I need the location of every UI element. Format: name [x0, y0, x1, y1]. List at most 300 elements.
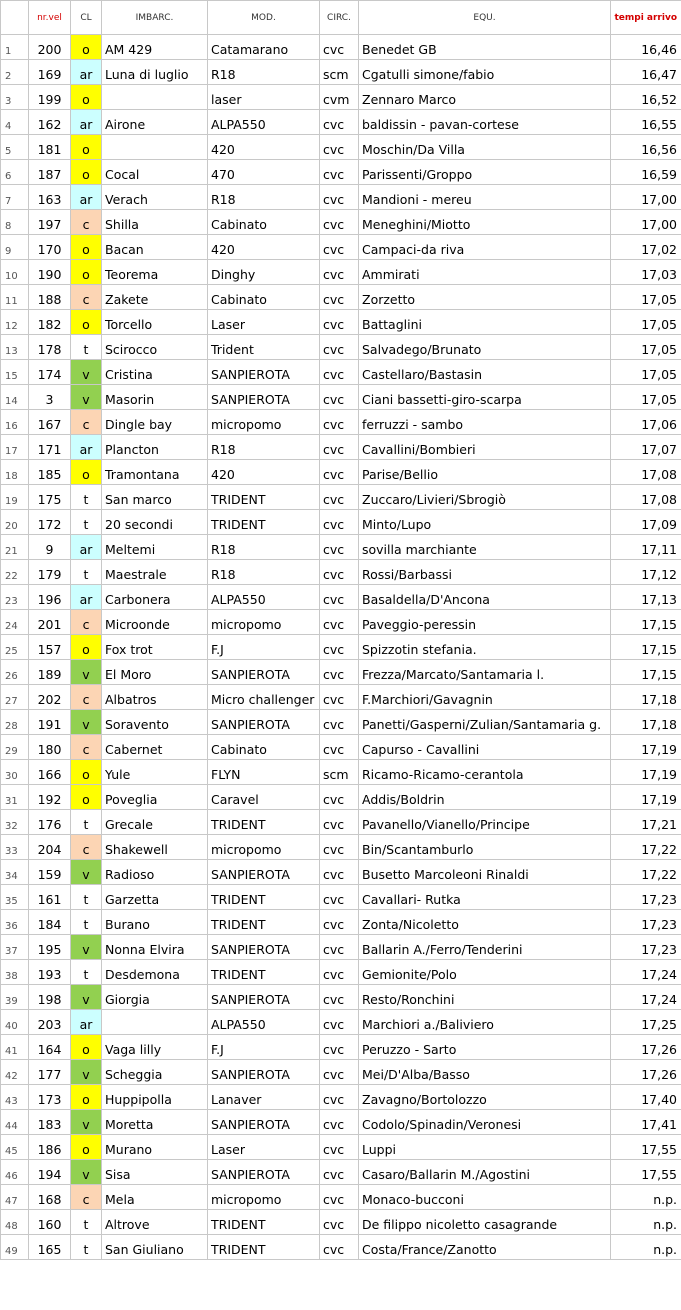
- cell-class[interactable]: o: [71, 635, 102, 660]
- cell-nr-vel[interactable]: 183: [29, 1110, 71, 1135]
- cell-tempo-arrivo[interactable]: 17,18: [611, 710, 681, 735]
- cell-tempo-arrivo[interactable]: 17,05: [611, 385, 681, 410]
- cell-row-number[interactable]: 21: [1, 535, 29, 560]
- cell-modello[interactable]: TRIDENT: [208, 910, 320, 935]
- cell-tempo-arrivo[interactable]: 17,55: [611, 1160, 681, 1185]
- cell-modello[interactable]: micropomo: [208, 1185, 320, 1210]
- cell-modello[interactable]: SANPIEROTA: [208, 1060, 320, 1085]
- cell-circolo[interactable]: cvc: [320, 560, 359, 585]
- cell-tempo-arrivo[interactable]: 17,23: [611, 935, 681, 960]
- cell-equipaggio[interactable]: Panetti/Gasperni/Zulian/Santamaria g.: [359, 710, 611, 735]
- cell-class[interactable]: v: [71, 385, 102, 410]
- cell-tempo-arrivo[interactable]: 17,00: [611, 210, 681, 235]
- cell-tempo-arrivo[interactable]: 17,05: [611, 285, 681, 310]
- cell-circolo[interactable]: cvc: [320, 1185, 359, 1210]
- cell-imbarcazione[interactable]: Moretta: [102, 1110, 208, 1135]
- cell-equipaggio[interactable]: Mei/D'Alba/Basso: [359, 1060, 611, 1085]
- cell-class[interactable]: c: [71, 685, 102, 710]
- cell-tempo-arrivo[interactable]: 16,47: [611, 60, 681, 85]
- cell-imbarcazione[interactable]: Mela: [102, 1185, 208, 1210]
- cell-circolo[interactable]: cvc: [320, 1160, 359, 1185]
- cell-equipaggio[interactable]: Codolo/Spinadin/Veronesi: [359, 1110, 611, 1135]
- cell-tempo-arrivo[interactable]: 17,26: [611, 1035, 681, 1060]
- cell-nr-vel[interactable]: 193: [29, 960, 71, 985]
- cell-circolo[interactable]: cvc: [320, 35, 359, 60]
- cell-modello[interactable]: Cabinato: [208, 210, 320, 235]
- cell-circolo[interactable]: cvc: [320, 535, 359, 560]
- cell-tempo-arrivo[interactable]: 17,05: [611, 310, 681, 335]
- cell-tempo-arrivo[interactable]: 17,24: [611, 985, 681, 1010]
- cell-tempo-arrivo[interactable]: 17,19: [611, 785, 681, 810]
- cell-nr-vel[interactable]: 168: [29, 1185, 71, 1210]
- cell-class[interactable]: v: [71, 1060, 102, 1085]
- cell-row-number[interactable]: 24: [1, 610, 29, 635]
- cell-tempo-arrivo[interactable]: 17,15: [611, 610, 681, 635]
- cell-class[interactable]: ar: [71, 110, 102, 135]
- cell-equipaggio[interactable]: Zavagno/Bortolozzo: [359, 1085, 611, 1110]
- cell-circolo[interactable]: cvc: [320, 435, 359, 460]
- cell-tempo-arrivo[interactable]: 17,22: [611, 860, 681, 885]
- cell-row-number[interactable]: 47: [1, 1185, 29, 1210]
- cell-nr-vel[interactable]: 195: [29, 935, 71, 960]
- cell-equipaggio[interactable]: Ciani bassetti-giro-scarpa: [359, 385, 611, 410]
- cell-row-number[interactable]: 16: [1, 410, 29, 435]
- cell-class[interactable]: t: [71, 510, 102, 535]
- cell-equipaggio[interactable]: Marchiori a./Baliviero: [359, 1010, 611, 1035]
- cell-equipaggio[interactable]: Salvadego/Brunato: [359, 335, 611, 360]
- cell-circolo[interactable]: cvc: [320, 510, 359, 535]
- cell-nr-vel[interactable]: 161: [29, 885, 71, 910]
- cell-class[interactable]: o: [71, 85, 102, 110]
- cell-tempo-arrivo[interactable]: 17,41: [611, 1110, 681, 1135]
- cell-equipaggio[interactable]: Moschin/Da Villa: [359, 135, 611, 160]
- cell-imbarcazione[interactable]: Radioso: [102, 860, 208, 885]
- cell-row-number[interactable]: 36: [1, 910, 29, 935]
- cell-circolo[interactable]: cvc: [320, 460, 359, 485]
- cell-equipaggio[interactable]: Capurso - Cavallini: [359, 735, 611, 760]
- cell-equipaggio[interactable]: De filippo nicoletto casagrande: [359, 1210, 611, 1235]
- cell-modello[interactable]: ALPA550: [208, 1010, 320, 1035]
- cell-circolo[interactable]: cvc: [320, 910, 359, 935]
- cell-row-number[interactable]: 1: [1, 35, 29, 60]
- cell-row-number[interactable]: 28: [1, 710, 29, 735]
- cell-modello[interactable]: ALPA550: [208, 110, 320, 135]
- cell-equipaggio[interactable]: Addis/Boldrin: [359, 785, 611, 810]
- cell-modello[interactable]: R18: [208, 560, 320, 585]
- cell-equipaggio[interactable]: Monaco-bucconi: [359, 1185, 611, 1210]
- cell-row-number[interactable]: 22: [1, 560, 29, 585]
- cell-circolo[interactable]: cvc: [320, 485, 359, 510]
- cell-equipaggio[interactable]: ferruzzi - sambo: [359, 410, 611, 435]
- cell-equipaggio[interactable]: Ballarin A./Ferro/Tenderini: [359, 935, 611, 960]
- cell-circolo[interactable]: cvc: [320, 185, 359, 210]
- cell-class[interactable]: o: [71, 1085, 102, 1110]
- cell-imbarcazione[interactable]: Huppipolla: [102, 1085, 208, 1110]
- cell-circolo[interactable]: cvc: [320, 1235, 359, 1260]
- cell-modello[interactable]: 420: [208, 460, 320, 485]
- cell-modello[interactable]: Cabinato: [208, 735, 320, 760]
- cell-modello[interactable]: TRIDENT: [208, 885, 320, 910]
- cell-nr-vel[interactable]: 187: [29, 160, 71, 185]
- cell-row-number[interactable]: 17: [1, 435, 29, 460]
- cell-imbarcazione[interactable]: Garzetta: [102, 885, 208, 910]
- cell-tempo-arrivo[interactable]: 17,23: [611, 885, 681, 910]
- cell-tempo-arrivo[interactable]: 17,05: [611, 360, 681, 385]
- cell-circolo[interactable]: cvc: [320, 785, 359, 810]
- cell-circolo[interactable]: cvc: [320, 860, 359, 885]
- cell-equipaggio[interactable]: Benedet GB: [359, 35, 611, 60]
- cell-imbarcazione[interactable]: [102, 135, 208, 160]
- cell-imbarcazione[interactable]: Vaga lilly: [102, 1035, 208, 1060]
- cell-row-number[interactable]: 31: [1, 785, 29, 810]
- cell-tempo-arrivo[interactable]: 17,03: [611, 260, 681, 285]
- cell-nr-vel[interactable]: 166: [29, 760, 71, 785]
- cell-imbarcazione[interactable]: El Moro: [102, 660, 208, 685]
- cell-tempo-arrivo[interactable]: 17,08: [611, 460, 681, 485]
- cell-class[interactable]: v: [71, 1160, 102, 1185]
- cell-nr-vel[interactable]: 9: [29, 535, 71, 560]
- cell-imbarcazione[interactable]: Scheggia: [102, 1060, 208, 1085]
- cell-row-number[interactable]: 27: [1, 685, 29, 710]
- cell-row-number[interactable]: 34: [1, 860, 29, 885]
- cell-modello[interactable]: SANPIEROTA: [208, 385, 320, 410]
- cell-tempo-arrivo[interactable]: 16,46: [611, 35, 681, 60]
- cell-nr-vel[interactable]: 199: [29, 85, 71, 110]
- cell-imbarcazione[interactable]: Nonna Elvira: [102, 935, 208, 960]
- cell-circolo[interactable]: cvc: [320, 1110, 359, 1135]
- cell-row-number[interactable]: 44: [1, 1110, 29, 1135]
- cell-imbarcazione[interactable]: Burano: [102, 910, 208, 935]
- cell-nr-vel[interactable]: 174: [29, 360, 71, 385]
- cell-nr-vel[interactable]: 163: [29, 185, 71, 210]
- cell-modello[interactable]: R18: [208, 535, 320, 560]
- cell-equipaggio[interactable]: Pavanello/Vianello/Principe: [359, 810, 611, 835]
- cell-tempo-arrivo[interactable]: 16,55: [611, 110, 681, 135]
- cell-row-number[interactable]: 38: [1, 960, 29, 985]
- cell-imbarcazione[interactable]: Carbonera: [102, 585, 208, 610]
- cell-tempo-arrivo[interactable]: 17,12: [611, 560, 681, 585]
- cell-imbarcazione[interactable]: Dingle bay: [102, 410, 208, 435]
- cell-class[interactable]: t: [71, 885, 102, 910]
- cell-nr-vel[interactable]: 181: [29, 135, 71, 160]
- cell-equipaggio[interactable]: Luppi: [359, 1135, 611, 1160]
- cell-circolo[interactable]: cvc: [320, 1060, 359, 1085]
- cell-circolo[interactable]: cvc: [320, 1035, 359, 1060]
- cell-row-number[interactable]: 13: [1, 335, 29, 360]
- cell-class[interactable]: o: [71, 235, 102, 260]
- cell-tempo-arrivo[interactable]: 17,23: [611, 910, 681, 935]
- cell-modello[interactable]: R18: [208, 435, 320, 460]
- cell-equipaggio[interactable]: Ricamo-Ricamo-cerantola: [359, 760, 611, 785]
- cell-nr-vel[interactable]: 192: [29, 785, 71, 810]
- cell-tempo-arrivo[interactable]: 17,09: [611, 510, 681, 535]
- cell-equipaggio[interactable]: Zuccaro/Livieri/Sbrogiò: [359, 485, 611, 510]
- cell-equipaggio[interactable]: Campaci-da riva: [359, 235, 611, 260]
- cell-imbarcazione[interactable]: Masorin: [102, 385, 208, 410]
- cell-modello[interactable]: 420: [208, 235, 320, 260]
- cell-class[interactable]: c: [71, 835, 102, 860]
- cell-modello[interactable]: Micro challenger: [208, 685, 320, 710]
- cell-row-number[interactable]: 42: [1, 1060, 29, 1085]
- cell-class[interactable]: c: [71, 285, 102, 310]
- cell-equipaggio[interactable]: Parise/Bellio: [359, 460, 611, 485]
- cell-nr-vel[interactable]: 157: [29, 635, 71, 660]
- header-rownum[interactable]: [1, 1, 29, 35]
- cell-nr-vel[interactable]: 3: [29, 385, 71, 410]
- cell-circolo[interactable]: cvc: [320, 410, 359, 435]
- cell-circolo[interactable]: cvc: [320, 110, 359, 135]
- header-imbarc[interactable]: IMBARC.: [102, 1, 208, 35]
- cell-modello[interactable]: R18: [208, 185, 320, 210]
- cell-class[interactable]: ar: [71, 435, 102, 460]
- cell-nr-vel[interactable]: 159: [29, 860, 71, 885]
- cell-nr-vel[interactable]: 200: [29, 35, 71, 60]
- cell-imbarcazione[interactable]: Yule: [102, 760, 208, 785]
- cell-nr-vel[interactable]: 194: [29, 1160, 71, 1185]
- cell-tempo-arrivo[interactable]: 16,59: [611, 160, 681, 185]
- cell-tempo-arrivo[interactable]: 17,26: [611, 1060, 681, 1085]
- cell-class[interactable]: o: [71, 260, 102, 285]
- cell-circolo[interactable]: cvc: [320, 235, 359, 260]
- cell-circolo[interactable]: cvc: [320, 685, 359, 710]
- cell-row-number[interactable]: 33: [1, 835, 29, 860]
- cell-tempo-arrivo[interactable]: 17,13: [611, 585, 681, 610]
- cell-row-number[interactable]: 35: [1, 885, 29, 910]
- cell-equipaggio[interactable]: Battaglini: [359, 310, 611, 335]
- cell-circolo[interactable]: cvc: [320, 285, 359, 310]
- cell-nr-vel[interactable]: 172: [29, 510, 71, 535]
- cell-row-number[interactable]: 3: [1, 85, 29, 110]
- cell-modello[interactable]: SANPIEROTA: [208, 710, 320, 735]
- cell-class[interactable]: v: [71, 935, 102, 960]
- cell-tempo-arrivo[interactable]: 17,21: [611, 810, 681, 835]
- cell-imbarcazione[interactable]: Altrove: [102, 1210, 208, 1235]
- cell-class[interactable]: o: [71, 760, 102, 785]
- cell-row-number[interactable]: 7: [1, 185, 29, 210]
- cell-modello[interactable]: SANPIEROTA: [208, 1110, 320, 1135]
- cell-equipaggio[interactable]: Parissenti/Groppo: [359, 160, 611, 185]
- cell-equipaggio[interactable]: Zonta/Nicoletto: [359, 910, 611, 935]
- cell-imbarcazione[interactable]: Desdemona: [102, 960, 208, 985]
- cell-tempo-arrivo[interactable]: 17,19: [611, 735, 681, 760]
- cell-imbarcazione[interactable]: Meltemi: [102, 535, 208, 560]
- cell-nr-vel[interactable]: 198: [29, 985, 71, 1010]
- cell-imbarcazione[interactable]: Shakewell: [102, 835, 208, 860]
- cell-imbarcazione[interactable]: Giorgia: [102, 985, 208, 1010]
- cell-class[interactable]: v: [71, 660, 102, 685]
- cell-circolo[interactable]: cvm: [320, 85, 359, 110]
- cell-imbarcazione[interactable]: Maestrale: [102, 560, 208, 585]
- cell-row-number[interactable]: 14: [1, 385, 29, 410]
- cell-circolo[interactable]: cvc: [320, 260, 359, 285]
- cell-tempo-arrivo[interactable]: 17,11: [611, 535, 681, 560]
- cell-modello[interactable]: Catamarano: [208, 35, 320, 60]
- cell-nr-vel[interactable]: 189: [29, 660, 71, 685]
- cell-modello[interactable]: 420: [208, 135, 320, 160]
- cell-modello[interactable]: TRIDENT: [208, 1235, 320, 1260]
- cell-class[interactable]: t: [71, 1235, 102, 1260]
- cell-equipaggio[interactable]: Zorzetto: [359, 285, 611, 310]
- cell-modello[interactable]: micropomo: [208, 835, 320, 860]
- cell-equipaggio[interactable]: Ammirati: [359, 260, 611, 285]
- cell-tempo-arrivo[interactable]: 17,06: [611, 410, 681, 435]
- cell-nr-vel[interactable]: 184: [29, 910, 71, 935]
- cell-modello[interactable]: Trident: [208, 335, 320, 360]
- cell-nr-vel[interactable]: 179: [29, 560, 71, 585]
- cell-class[interactable]: c: [71, 210, 102, 235]
- cell-class[interactable]: t: [71, 1210, 102, 1235]
- cell-nr-vel[interactable]: 182: [29, 310, 71, 335]
- cell-nr-vel[interactable]: 173: [29, 1085, 71, 1110]
- cell-class[interactable]: o: [71, 785, 102, 810]
- cell-modello[interactable]: TRIDENT: [208, 960, 320, 985]
- cell-class[interactable]: c: [71, 1185, 102, 1210]
- cell-class[interactable]: ar: [71, 585, 102, 610]
- cell-row-number[interactable]: 25: [1, 635, 29, 660]
- cell-tempo-arrivo[interactable]: 16,52: [611, 85, 681, 110]
- cell-row-number[interactable]: 6: [1, 160, 29, 185]
- cell-tempo-arrivo[interactable]: 17,15: [611, 635, 681, 660]
- cell-modello[interactable]: TRIDENT: [208, 1210, 320, 1235]
- cell-modello[interactable]: micropomo: [208, 410, 320, 435]
- cell-circolo[interactable]: cvc: [320, 1010, 359, 1035]
- cell-row-number[interactable]: 18: [1, 460, 29, 485]
- cell-nr-vel[interactable]: 167: [29, 410, 71, 435]
- cell-equipaggio[interactable]: Cavallini/Bombieri: [359, 435, 611, 460]
- cell-class[interactable]: v: [71, 360, 102, 385]
- cell-modello[interactable]: SANPIEROTA: [208, 935, 320, 960]
- cell-equipaggio[interactable]: Costa/France/Zanotto: [359, 1235, 611, 1260]
- cell-modello[interactable]: 470: [208, 160, 320, 185]
- cell-imbarcazione[interactable]: Cristina: [102, 360, 208, 385]
- cell-class[interactable]: o: [71, 460, 102, 485]
- cell-row-number[interactable]: 26: [1, 660, 29, 685]
- cell-nr-vel[interactable]: 203: [29, 1010, 71, 1035]
- cell-class[interactable]: o: [71, 310, 102, 335]
- cell-nr-vel[interactable]: 175: [29, 485, 71, 510]
- cell-tempo-arrivo[interactable]: n.p.: [611, 1235, 681, 1260]
- cell-class[interactable]: ar: [71, 60, 102, 85]
- cell-tempo-arrivo[interactable]: 17,07: [611, 435, 681, 460]
- cell-circolo[interactable]: cvc: [320, 210, 359, 235]
- cell-row-number[interactable]: 9: [1, 235, 29, 260]
- cell-nr-vel[interactable]: 171: [29, 435, 71, 460]
- cell-nr-vel[interactable]: 201: [29, 610, 71, 635]
- cell-equipaggio[interactable]: Zennaro Marco: [359, 85, 611, 110]
- cell-equipaggio[interactable]: Spizzotin stefania.: [359, 635, 611, 660]
- header-tempi-arrivo[interactable]: tempi arrivo: [611, 1, 681, 35]
- cell-circolo[interactable]: cvc: [320, 935, 359, 960]
- cell-imbarcazione[interactable]: Cabernet: [102, 735, 208, 760]
- cell-row-number[interactable]: 32: [1, 810, 29, 835]
- cell-nr-vel[interactable]: 188: [29, 285, 71, 310]
- cell-nr-vel[interactable]: 160: [29, 1210, 71, 1235]
- cell-equipaggio[interactable]: Paveggio-peressin: [359, 610, 611, 635]
- cell-imbarcazione[interactable]: Cocal: [102, 160, 208, 185]
- cell-row-number[interactable]: 8: [1, 210, 29, 235]
- cell-modello[interactable]: Laser: [208, 1135, 320, 1160]
- cell-nr-vel[interactable]: 204: [29, 835, 71, 860]
- cell-row-number[interactable]: 20: [1, 510, 29, 535]
- cell-imbarcazione[interactable]: San marco: [102, 485, 208, 510]
- cell-equipaggio[interactable]: Bin/Scantamburlo: [359, 835, 611, 860]
- cell-circolo[interactable]: cvc: [320, 885, 359, 910]
- cell-nr-vel[interactable]: 190: [29, 260, 71, 285]
- cell-circolo[interactable]: cvc: [320, 635, 359, 660]
- cell-circolo[interactable]: cvc: [320, 310, 359, 335]
- cell-circolo[interactable]: cvc: [320, 985, 359, 1010]
- cell-circolo[interactable]: scm: [320, 760, 359, 785]
- cell-imbarcazione[interactable]: Albatros: [102, 685, 208, 710]
- cell-imbarcazione[interactable]: Microonde: [102, 610, 208, 635]
- cell-circolo[interactable]: cvc: [320, 735, 359, 760]
- header-circ[interactable]: CIRC.: [320, 1, 359, 35]
- cell-circolo[interactable]: cvc: [320, 660, 359, 685]
- cell-imbarcazione[interactable]: Fox trot: [102, 635, 208, 660]
- cell-circolo[interactable]: cvc: [320, 1085, 359, 1110]
- header-nr-vel[interactable]: nr.vel: [29, 1, 71, 35]
- cell-class[interactable]: o: [71, 160, 102, 185]
- cell-row-number[interactable]: 19: [1, 485, 29, 510]
- cell-nr-vel[interactable]: 196: [29, 585, 71, 610]
- cell-class[interactable]: t: [71, 810, 102, 835]
- cell-imbarcazione[interactable]: Murano: [102, 1135, 208, 1160]
- cell-modello[interactable]: SANPIEROTA: [208, 860, 320, 885]
- cell-imbarcazione[interactable]: Bacan: [102, 235, 208, 260]
- cell-modello[interactable]: ALPA550: [208, 585, 320, 610]
- cell-class[interactable]: t: [71, 560, 102, 585]
- cell-circolo[interactable]: cvc: [320, 585, 359, 610]
- cell-class[interactable]: t: [71, 960, 102, 985]
- cell-equipaggio[interactable]: Basaldella/D'Ancona: [359, 585, 611, 610]
- cell-equipaggio[interactable]: sovilla marchiante: [359, 535, 611, 560]
- header-mod[interactable]: MOD.: [208, 1, 320, 35]
- cell-imbarcazione[interactable]: Torcello: [102, 310, 208, 335]
- cell-modello[interactable]: SANPIEROTA: [208, 660, 320, 685]
- cell-nr-vel[interactable]: 165: [29, 1235, 71, 1260]
- cell-class[interactable]: o: [71, 35, 102, 60]
- cell-modello[interactable]: TRIDENT: [208, 485, 320, 510]
- cell-tempo-arrivo[interactable]: 17,15: [611, 660, 681, 685]
- cell-equipaggio[interactable]: Busetto Marcoleoni Rinaldi: [359, 860, 611, 885]
- cell-imbarcazione[interactable]: AM 429: [102, 35, 208, 60]
- cell-imbarcazione[interactable]: [102, 85, 208, 110]
- cell-class[interactable]: v: [71, 985, 102, 1010]
- cell-class[interactable]: v: [71, 710, 102, 735]
- cell-imbarcazione[interactable]: Sisa: [102, 1160, 208, 1185]
- cell-circolo[interactable]: cvc: [320, 385, 359, 410]
- cell-class[interactable]: o: [71, 1135, 102, 1160]
- cell-tempo-arrivo[interactable]: 17,22: [611, 835, 681, 860]
- cell-circolo[interactable]: cvc: [320, 835, 359, 860]
- cell-modello[interactable]: TRIDENT: [208, 510, 320, 535]
- cell-equipaggio[interactable]: Minto/Lupo: [359, 510, 611, 535]
- cell-class[interactable]: t: [71, 485, 102, 510]
- cell-tempo-arrivo[interactable]: n.p.: [611, 1185, 681, 1210]
- cell-class[interactable]: c: [71, 410, 102, 435]
- cell-nr-vel[interactable]: 185: [29, 460, 71, 485]
- cell-modello[interactable]: TRIDENT: [208, 810, 320, 835]
- cell-equipaggio[interactable]: F.Marchiori/Gavagnin: [359, 685, 611, 710]
- cell-nr-vel[interactable]: 197: [29, 210, 71, 235]
- cell-nr-vel[interactable]: 170: [29, 235, 71, 260]
- cell-row-number[interactable]: 12: [1, 310, 29, 335]
- cell-class[interactable]: o: [71, 135, 102, 160]
- cell-modello[interactable]: Caravel: [208, 785, 320, 810]
- cell-class[interactable]: t: [71, 335, 102, 360]
- cell-modello[interactable]: Cabinato: [208, 285, 320, 310]
- cell-modello[interactable]: F.J: [208, 635, 320, 660]
